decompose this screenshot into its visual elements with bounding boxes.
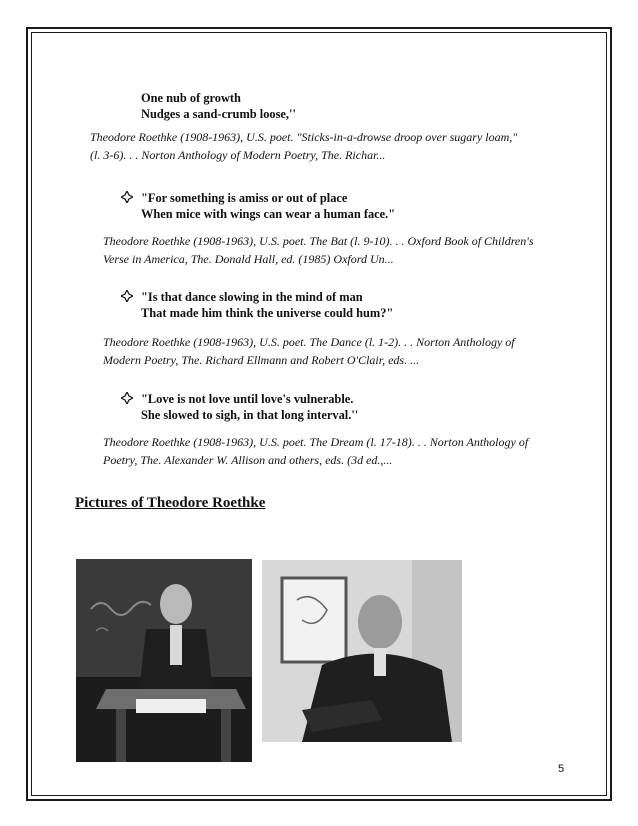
citation-line: Modern Poetry, The. Richard Ellmann and Robert O'Clair, eds. ... [103, 353, 420, 367]
quote-line: Nudges a sand-crumb loose,'' [141, 107, 296, 121]
roethke-photo-chalkboard [76, 559, 252, 762]
diamond-bullet-icon [121, 392, 133, 404]
roethke-photo-seated [262, 560, 462, 742]
citation-line: Theodore Roethke (1908-1963), U.S. poet. The Bat (l. 9-10). . . Oxford Book of Children's [103, 234, 534, 248]
quote-line: When mice with wings can wear a human face." [141, 207, 396, 221]
quote-line: That made him think the universe could hum?" [141, 306, 394, 320]
quote-line: She slowed to sigh, in that long interval.'' [141, 408, 359, 422]
quote-block [121, 391, 358, 423]
diamond-bullet-icon [121, 290, 133, 302]
diamond-bullet-icon [121, 191, 133, 203]
citation [103, 433, 573, 469]
quote-line: "Love is not love until love's vulnerable. [141, 392, 354, 406]
quote-block [121, 190, 395, 222]
citation-line: Verse in America, The. Donald Hall, ed. (1985) Oxford Un... [103, 252, 394, 266]
section-heading: Pictures of Theodore Roethke [75, 495, 266, 511]
citation-line: Theodore Roethke (1908-1963), U.S. poet. The Dream (l. 17-18). . . Norton Anthology of [103, 435, 529, 449]
page-number: 5 [558, 763, 565, 775]
quote-block [121, 289, 393, 321]
citation [103, 333, 573, 369]
quote-line: One nub of growth [141, 91, 241, 105]
citation-line: Theodore Roethke (1908-1963), U.S. poet. "Sticks-in-a-drowse droop over sugary loam," [90, 130, 518, 144]
quote-line: "For something is amiss or out of place [141, 191, 348, 205]
citation [103, 232, 573, 268]
quote-block [141, 90, 296, 122]
quote-line: "Is that dance slowing in the mind of man [141, 290, 363, 304]
citation-line: (l. 3-6). . . Norton Anthology of Modern Poetry, The. Richar... [90, 148, 386, 162]
citation-line: Theodore Roethke (1908-1963), U.S. poet. The Dance (l. 1-2). . . Norton Anthology of [103, 335, 515, 349]
citation-line: Poetry, The. Alexander W. Allison and others, eds. (3d ed.,... [103, 453, 393, 467]
citation [90, 128, 560, 164]
